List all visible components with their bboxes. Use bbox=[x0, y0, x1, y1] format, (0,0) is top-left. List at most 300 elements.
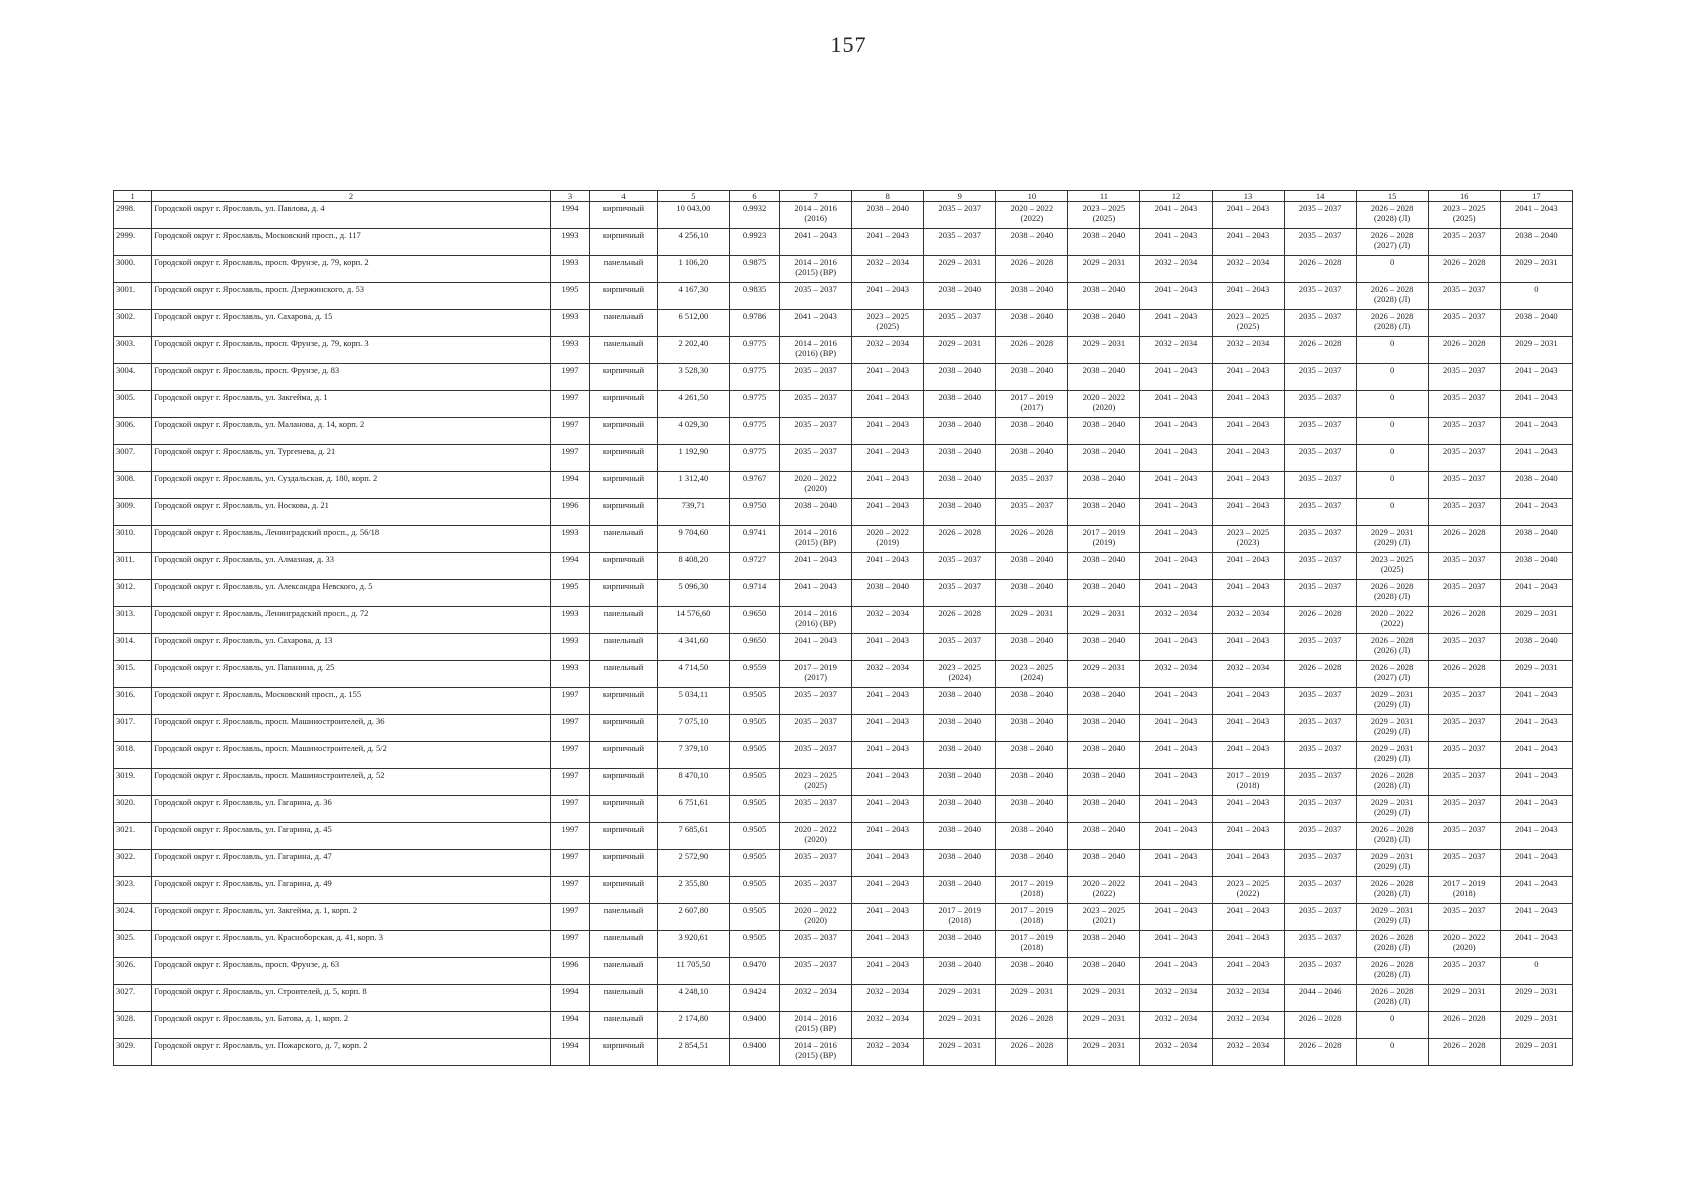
index-cell: 0.9470 bbox=[729, 958, 779, 985]
row-number-cell: 3004. bbox=[114, 364, 152, 391]
repair-period-cell: 2017 – 2019 (2018) bbox=[924, 904, 996, 931]
repair-period-cell: 2017 – 2019 (2018) bbox=[1212, 769, 1284, 796]
repair-period-cell: 2032 – 2034 bbox=[852, 256, 924, 283]
table-row bbox=[114, 472, 1573, 499]
repair-period-cell: 2038 – 2040 bbox=[924, 931, 996, 958]
address-cell: Городской округ г. Ярославль, ул. Красноборская, д. 41, корп. 3 bbox=[152, 931, 551, 958]
area-cell: 2 572,90 bbox=[657, 850, 729, 877]
repair-period-cell: 2041 – 2043 bbox=[852, 823, 924, 850]
area-cell: 739,71 bbox=[657, 499, 729, 526]
wall-material-cell: панельный bbox=[590, 256, 658, 283]
year-built-cell: 1993 bbox=[550, 634, 589, 661]
table-row bbox=[114, 256, 1573, 283]
address-cell: Городской округ г. Ярославль, просп. Фрунзе, д. 79, корп. 3 bbox=[152, 337, 551, 364]
repair-period-cell: 2029 – 2031 bbox=[1500, 1012, 1572, 1039]
repair-period-cell: 2041 – 2043 bbox=[1500, 742, 1572, 769]
repair-period-cell: 2023 – 2025 (2024) bbox=[924, 661, 996, 688]
repair-period-cell: 2017 – 2019 (2018) bbox=[996, 904, 1068, 931]
table-row bbox=[114, 499, 1573, 526]
repair-period-cell: 2041 – 2043 bbox=[1212, 580, 1284, 607]
repair-period-cell: 2035 – 2037 bbox=[1284, 634, 1356, 661]
repair-period-cell: 2041 – 2043 bbox=[852, 283, 924, 310]
index-cell: 0.9505 bbox=[729, 850, 779, 877]
repair-period-cell: 2041 – 2043 bbox=[1140, 391, 1212, 418]
address-cell: Городской округ г. Ярославль, ул. Строителей, д. 5, корп. 8 bbox=[152, 985, 551, 1012]
repair-period-cell: 2035 – 2037 bbox=[1284, 715, 1356, 742]
year-built-cell: 1997 bbox=[550, 823, 589, 850]
row-number-cell: 3024. bbox=[114, 904, 152, 931]
wall-material-cell: кирпичный bbox=[590, 715, 658, 742]
repair-period-cell: 2035 – 2037 bbox=[924, 634, 996, 661]
wall-material-cell: кирпичный bbox=[590, 364, 658, 391]
index-cell: 0.9714 bbox=[729, 580, 779, 607]
area-cell: 2 607,80 bbox=[657, 904, 729, 931]
wall-material-cell: панельный bbox=[590, 904, 658, 931]
repair-period-cell: 2020 – 2022 (2022) bbox=[996, 202, 1068, 229]
repair-period-cell: 2035 – 2037 bbox=[1428, 229, 1500, 256]
index-cell: 0.9835 bbox=[729, 283, 779, 310]
repair-period-cell: 2041 – 2043 bbox=[1140, 526, 1212, 553]
column-header-11: 11 bbox=[1068, 191, 1140, 202]
repair-period-cell: 2023 – 2025 (2025) bbox=[1068, 202, 1140, 229]
repair-period-cell: 2041 – 2043 bbox=[780, 229, 852, 256]
repair-period-cell: 2038 – 2040 bbox=[996, 445, 1068, 472]
wall-material-cell: кирпичный bbox=[590, 391, 658, 418]
repair-period-cell: 2041 – 2043 bbox=[1140, 796, 1212, 823]
repair-period-cell: 2032 – 2034 bbox=[852, 1039, 924, 1066]
repair-period-cell: 2020 – 2022 (2022) bbox=[1356, 607, 1428, 634]
repair-period-cell: 0 bbox=[1356, 1039, 1428, 1066]
wall-material-cell: панельный bbox=[590, 607, 658, 634]
address-cell: Городской округ г. Ярославль, ул. Гагарина, д. 45 bbox=[152, 823, 551, 850]
repair-period-cell: 2038 – 2040 bbox=[1500, 526, 1572, 553]
table-row bbox=[114, 823, 1573, 850]
address-cell: Городской округ г. Ярославль, просп. Фрунзе, д. 63 bbox=[152, 958, 551, 985]
index-cell: 0.9505 bbox=[729, 877, 779, 904]
address-cell: Городской округ г. Ярославль, ул. Носкова, д. 21 bbox=[152, 499, 551, 526]
repair-period-cell: 2026 – 2028 bbox=[1428, 337, 1500, 364]
row-number-cell: 3018. bbox=[114, 742, 152, 769]
repair-period-cell: 0 bbox=[1356, 445, 1428, 472]
repair-period-cell: 2038 – 2040 bbox=[924, 445, 996, 472]
wall-material-cell: панельный bbox=[590, 1012, 658, 1039]
repair-period-cell: 2041 – 2043 bbox=[1500, 823, 1572, 850]
repair-period-cell: 2023 – 2025 (2025) bbox=[1428, 202, 1500, 229]
repair-period-cell: 2038 – 2040 bbox=[1500, 553, 1572, 580]
repair-period-cell: 2026 – 2028 (2028) (Л) bbox=[1356, 823, 1428, 850]
repair-period-cell: 2041 – 2043 bbox=[1140, 931, 1212, 958]
repair-period-cell: 2029 – 2031 bbox=[1068, 256, 1140, 283]
repair-period-cell: 2026 – 2028 bbox=[1428, 1039, 1500, 1066]
repair-period-cell: 2041 – 2043 bbox=[1140, 553, 1212, 580]
repair-period-cell: 2032 – 2034 bbox=[1212, 1039, 1284, 1066]
repair-period-cell: 2026 – 2028 (2026) (Л) bbox=[1356, 634, 1428, 661]
repair-period-cell: 2029 – 2031 bbox=[1500, 985, 1572, 1012]
repair-period-cell: 2035 – 2037 bbox=[1428, 418, 1500, 445]
row-number-cell: 3005. bbox=[114, 391, 152, 418]
repair-period-cell: 2038 – 2040 bbox=[1068, 418, 1140, 445]
repair-period-cell: 2038 – 2040 bbox=[1068, 229, 1140, 256]
repair-period-cell: 2017 – 2019 (2018) bbox=[996, 877, 1068, 904]
row-number-cell: 3010. bbox=[114, 526, 152, 553]
wall-material-cell: кирпичный bbox=[590, 688, 658, 715]
repair-period-cell: 2029 – 2031 (2029) (Л) bbox=[1356, 850, 1428, 877]
index-cell: 0.9505 bbox=[729, 823, 779, 850]
repair-period-cell: 0 bbox=[1356, 364, 1428, 391]
repair-period-cell: 2041 – 2043 bbox=[1500, 796, 1572, 823]
table-row bbox=[114, 526, 1573, 553]
repair-period-cell: 2026 – 2028 (2028) (Л) bbox=[1356, 958, 1428, 985]
repair-period-cell: 2035 – 2037 bbox=[1284, 418, 1356, 445]
repair-period-cell: 2035 – 2037 bbox=[1428, 364, 1500, 391]
repair-period-cell: 2038 – 2040 bbox=[1068, 715, 1140, 742]
repair-period-cell: 2026 – 2028 bbox=[1284, 256, 1356, 283]
repair-period-cell: 2026 – 2028 (2027) (Л) bbox=[1356, 229, 1428, 256]
address-cell: Городской округ г. Ярославль, ул. Алмазная, д. 33 bbox=[152, 553, 551, 580]
repair-period-cell: 2035 – 2037 bbox=[780, 391, 852, 418]
repair-period-cell: 2035 – 2037 bbox=[1284, 553, 1356, 580]
repair-period-cell: 2041 – 2043 bbox=[852, 769, 924, 796]
table-row bbox=[114, 229, 1573, 256]
row-number-cell: 3029. bbox=[114, 1039, 152, 1066]
repair-period-cell: 2035 – 2037 bbox=[1428, 904, 1500, 931]
wall-material-cell: панельный bbox=[590, 634, 658, 661]
repair-period-cell: 2029 – 2031 bbox=[924, 1012, 996, 1039]
repair-period-cell: 2029 – 2031 bbox=[1500, 661, 1572, 688]
repair-period-cell: 2029 – 2031 bbox=[1068, 1039, 1140, 1066]
year-built-cell: 1997 bbox=[550, 904, 589, 931]
address-cell: Городской округ г. Ярославль, ул. Гагарина, д. 47 bbox=[152, 850, 551, 877]
repair-period-cell: 2041 – 2043 bbox=[1140, 769, 1212, 796]
address-cell: Городской округ г. Ярославль, просп. Фрунзе, д. 79, корп. 2 bbox=[152, 256, 551, 283]
repair-period-cell: 2041 – 2043 bbox=[1500, 499, 1572, 526]
repair-period-cell: 2035 – 2037 bbox=[780, 688, 852, 715]
repair-period-cell: 2041 – 2043 bbox=[1212, 823, 1284, 850]
repair-period-cell: 2035 – 2037 bbox=[1284, 283, 1356, 310]
repair-period-cell: 2038 – 2040 bbox=[1068, 283, 1140, 310]
repair-period-cell: 2041 – 2043 bbox=[852, 904, 924, 931]
repair-period-cell: 2032 – 2034 bbox=[852, 337, 924, 364]
repair-period-cell: 2014 – 2016 (2016) (ВР) bbox=[780, 337, 852, 364]
year-built-cell: 1995 bbox=[550, 580, 589, 607]
repair-period-cell: 2035 – 2037 bbox=[1428, 445, 1500, 472]
repair-period-cell: 2038 – 2040 bbox=[924, 715, 996, 742]
repair-period-cell: 2014 – 2016 (2015) (ВР) bbox=[780, 1012, 852, 1039]
repair-period-cell: 2035 – 2037 bbox=[1428, 283, 1500, 310]
repair-period-cell: 2041 – 2043 bbox=[1500, 850, 1572, 877]
repair-period-cell: 2041 – 2043 bbox=[1212, 472, 1284, 499]
repair-period-cell: 2029 – 2031 bbox=[1428, 985, 1500, 1012]
column-header-12: 12 bbox=[1140, 191, 1212, 202]
index-cell: 0.9923 bbox=[729, 229, 779, 256]
repair-period-cell: 0 bbox=[1356, 472, 1428, 499]
index-cell: 0.9786 bbox=[729, 310, 779, 337]
repair-period-cell: 2020 – 2022 (2020) bbox=[780, 904, 852, 931]
repair-period-cell: 2038 – 2040 bbox=[924, 796, 996, 823]
repair-period-cell: 2017 – 2019 (2018) bbox=[1428, 877, 1500, 904]
repair-period-cell: 2038 – 2040 bbox=[1500, 472, 1572, 499]
column-header-10: 10 bbox=[996, 191, 1068, 202]
repair-period-cell: 2035 – 2037 bbox=[1284, 850, 1356, 877]
repair-period-cell: 2035 – 2037 bbox=[1284, 823, 1356, 850]
repair-period-cell: 2041 – 2043 bbox=[1500, 769, 1572, 796]
repair-period-cell: 2038 – 2040 bbox=[852, 580, 924, 607]
repair-period-cell: 2038 – 2040 bbox=[996, 796, 1068, 823]
repair-period-cell: 2041 – 2043 bbox=[1500, 202, 1572, 229]
repair-period-cell: 2038 – 2040 bbox=[996, 634, 1068, 661]
repair-period-cell: 2038 – 2040 bbox=[1068, 796, 1140, 823]
repair-period-cell: 2026 – 2028 bbox=[924, 526, 996, 553]
repair-period-cell: 2035 – 2037 bbox=[1284, 931, 1356, 958]
repair-period-cell: 2038 – 2040 bbox=[1068, 499, 1140, 526]
year-built-cell: 1997 bbox=[550, 769, 589, 796]
year-built-cell: 1993 bbox=[550, 607, 589, 634]
address-cell: Городской округ г. Ярославль, просп. Дзержинского, д. 53 bbox=[152, 283, 551, 310]
wall-material-cell: панельный bbox=[590, 526, 658, 553]
year-built-cell: 1994 bbox=[550, 1012, 589, 1039]
table-row bbox=[114, 904, 1573, 931]
area-cell: 1 106,20 bbox=[657, 256, 729, 283]
repair-period-cell: 2041 – 2043 bbox=[1140, 364, 1212, 391]
address-cell: Городской округ г. Ярославль, ул. Закгейма, д. 1, корп. 2 bbox=[152, 904, 551, 931]
year-built-cell: 1997 bbox=[550, 391, 589, 418]
year-built-cell: 1993 bbox=[550, 310, 589, 337]
repair-period-cell: 2023 – 2025 (2021) bbox=[1068, 904, 1140, 931]
repair-period-cell: 2038 – 2040 bbox=[1068, 445, 1140, 472]
repair-period-cell: 2026 – 2028 bbox=[924, 607, 996, 634]
repair-period-cell: 2035 – 2037 bbox=[1284, 364, 1356, 391]
repair-period-cell: 2038 – 2040 bbox=[1068, 364, 1140, 391]
index-cell: 0.9741 bbox=[729, 526, 779, 553]
repair-period-cell: 2041 – 2043 bbox=[852, 877, 924, 904]
repair-period-cell: 2014 – 2016 (2015) (ВР) bbox=[780, 1039, 852, 1066]
repair-period-cell: 2035 – 2037 bbox=[1428, 391, 1500, 418]
area-cell: 1 192,90 bbox=[657, 445, 729, 472]
index-cell: 0.9775 bbox=[729, 445, 779, 472]
repair-period-cell: 2035 – 2037 bbox=[780, 931, 852, 958]
repair-period-cell: 2035 – 2037 bbox=[1284, 958, 1356, 985]
area-cell: 5 096,30 bbox=[657, 580, 729, 607]
address-cell: Городской округ г. Ярославль, ул. Тургенева, д. 21 bbox=[152, 445, 551, 472]
index-cell: 0.9559 bbox=[729, 661, 779, 688]
year-built-cell: 1996 bbox=[550, 499, 589, 526]
repair-period-cell: 2032 – 2034 bbox=[852, 985, 924, 1012]
repair-period-cell: 2035 – 2037 bbox=[780, 877, 852, 904]
row-number-cell: 3022. bbox=[114, 850, 152, 877]
repair-period-cell: 2035 – 2037 bbox=[1284, 769, 1356, 796]
repair-period-cell: 2023 – 2025 (2024) bbox=[996, 661, 1068, 688]
repair-period-cell: 2035 – 2037 bbox=[1428, 580, 1500, 607]
repair-period-cell: 2041 – 2043 bbox=[1212, 364, 1284, 391]
repair-period-cell: 2035 – 2037 bbox=[924, 202, 996, 229]
index-cell: 0.9750 bbox=[729, 499, 779, 526]
row-number-cell: 3028. bbox=[114, 1012, 152, 1039]
table-row bbox=[114, 607, 1573, 634]
repair-period-cell: 2035 – 2037 bbox=[1428, 742, 1500, 769]
repair-period-cell: 2038 – 2040 bbox=[924, 418, 996, 445]
repair-period-cell: 2041 – 2043 bbox=[1500, 877, 1572, 904]
area-cell: 4 261,50 bbox=[657, 391, 729, 418]
repair-period-cell: 2026 – 2028 bbox=[1284, 1039, 1356, 1066]
year-built-cell: 1997 bbox=[550, 850, 589, 877]
index-cell: 0.9505 bbox=[729, 688, 779, 715]
table-row bbox=[114, 553, 1573, 580]
repair-period-cell: 2038 – 2040 bbox=[996, 742, 1068, 769]
wall-material-cell: кирпичный bbox=[590, 472, 658, 499]
repair-period-cell: 2038 – 2040 bbox=[924, 283, 996, 310]
repair-period-cell: 2038 – 2040 bbox=[924, 499, 996, 526]
wall-material-cell: кирпичный bbox=[590, 877, 658, 904]
address-cell: Городской округ г. Ярославль, просп. Фрунзе, д. 83 bbox=[152, 364, 551, 391]
area-cell: 4 256,10 bbox=[657, 229, 729, 256]
repair-period-cell: 2041 – 2043 bbox=[852, 553, 924, 580]
repair-period-cell: 2026 – 2028 bbox=[1284, 337, 1356, 364]
table-row bbox=[114, 283, 1573, 310]
repair-period-cell: 0 bbox=[1500, 283, 1572, 310]
area-cell: 11 705,50 bbox=[657, 958, 729, 985]
wall-material-cell: кирпичный bbox=[590, 823, 658, 850]
area-cell: 7 379,10 bbox=[657, 742, 729, 769]
row-number-cell: 3021. bbox=[114, 823, 152, 850]
repair-period-cell: 2038 – 2040 bbox=[996, 688, 1068, 715]
repair-period-cell: 2038 – 2040 bbox=[924, 364, 996, 391]
wall-material-cell: панельный bbox=[590, 958, 658, 985]
area-cell: 7 685,61 bbox=[657, 823, 729, 850]
index-cell: 0.9767 bbox=[729, 472, 779, 499]
repair-period-cell: 2032 – 2034 bbox=[1140, 985, 1212, 1012]
row-number-cell: 3003. bbox=[114, 337, 152, 364]
table-row bbox=[114, 877, 1573, 904]
repair-period-cell: 2026 – 2028 (2028) (Л) bbox=[1356, 931, 1428, 958]
repair-period-cell: 2035 – 2037 bbox=[1284, 796, 1356, 823]
repair-period-cell: 2041 – 2043 bbox=[852, 229, 924, 256]
repair-period-cell: 2041 – 2043 bbox=[1140, 715, 1212, 742]
area-cell: 2 854,51 bbox=[657, 1039, 729, 1066]
repair-period-cell: 2041 – 2043 bbox=[1140, 688, 1212, 715]
repair-period-cell: 2041 – 2043 bbox=[1140, 229, 1212, 256]
repair-period-cell: 2035 – 2037 bbox=[1284, 904, 1356, 931]
repair-period-cell: 2020 – 2022 (2022) bbox=[1068, 877, 1140, 904]
repair-period-cell: 2038 – 2040 bbox=[1068, 850, 1140, 877]
repair-period-cell: 2038 – 2040 bbox=[996, 364, 1068, 391]
repair-period-cell: 2032 – 2034 bbox=[1212, 337, 1284, 364]
row-number-cell: 3013. bbox=[114, 607, 152, 634]
row-number-cell: 2999. bbox=[114, 229, 152, 256]
repair-period-cell: 2032 – 2034 bbox=[1212, 985, 1284, 1012]
row-number-cell: 3007. bbox=[114, 445, 152, 472]
column-header-17: 17 bbox=[1500, 191, 1572, 202]
repair-period-cell: 2032 – 2034 bbox=[780, 985, 852, 1012]
table-row bbox=[114, 445, 1573, 472]
repair-period-cell: 2026 – 2028 bbox=[1284, 1012, 1356, 1039]
repair-period-cell: 2041 – 2043 bbox=[1500, 904, 1572, 931]
area-cell: 2 174,80 bbox=[657, 1012, 729, 1039]
repair-period-cell: 2035 – 2037 bbox=[1428, 634, 1500, 661]
index-cell: 0.9505 bbox=[729, 931, 779, 958]
repair-period-cell: 2026 – 2028 (2028) (Л) bbox=[1356, 580, 1428, 607]
index-cell: 0.9650 bbox=[729, 634, 779, 661]
repair-period-cell: 2038 – 2040 bbox=[852, 202, 924, 229]
repair-period-cell: 2038 – 2040 bbox=[1068, 310, 1140, 337]
repair-period-cell: 2041 – 2043 bbox=[1500, 418, 1572, 445]
repair-period-cell: 2041 – 2043 bbox=[852, 445, 924, 472]
table-row bbox=[114, 850, 1573, 877]
repair-period-cell: 2041 – 2043 bbox=[1212, 499, 1284, 526]
repair-period-cell: 2038 – 2040 bbox=[996, 553, 1068, 580]
index-cell: 0.9424 bbox=[729, 985, 779, 1012]
repair-period-cell: 2038 – 2040 bbox=[996, 229, 1068, 256]
repair-period-cell: 2026 – 2028 bbox=[1284, 661, 1356, 688]
index-cell: 0.9505 bbox=[729, 769, 779, 796]
area-cell: 8 408,20 bbox=[657, 553, 729, 580]
repair-period-cell: 2041 – 2043 bbox=[1500, 931, 1572, 958]
index-cell: 0.9875 bbox=[729, 256, 779, 283]
row-number-cell: 3027. bbox=[114, 985, 152, 1012]
repair-period-cell: 0 bbox=[1356, 1012, 1428, 1039]
repair-period-cell: 2038 – 2040 bbox=[924, 688, 996, 715]
repair-period-cell: 2029 – 2031 bbox=[1068, 1012, 1140, 1039]
repair-period-cell: 2029 – 2031 bbox=[1500, 337, 1572, 364]
address-cell: Городской округ г. Ярославль, Московский просп., д. 155 bbox=[152, 688, 551, 715]
repair-period-cell: 2035 – 2037 bbox=[780, 742, 852, 769]
repair-period-cell: 2041 – 2043 bbox=[852, 715, 924, 742]
area-cell: 4 167,30 bbox=[657, 283, 729, 310]
repair-period-cell: 2029 – 2031 bbox=[1500, 256, 1572, 283]
column-header-8: 8 bbox=[852, 191, 924, 202]
repair-period-cell: 2038 – 2040 bbox=[996, 283, 1068, 310]
repair-period-cell: 2041 – 2043 bbox=[1212, 634, 1284, 661]
row-number-cell: 2998. bbox=[114, 202, 152, 229]
repair-period-cell: 2041 – 2043 bbox=[1140, 634, 1212, 661]
column-header-6: 6 bbox=[729, 191, 779, 202]
repair-period-cell: 0 bbox=[1356, 418, 1428, 445]
repair-period-cell: 2041 – 2043 bbox=[852, 364, 924, 391]
repair-period-cell: 2026 – 2028 (2028) (Л) bbox=[1356, 769, 1428, 796]
repair-period-cell: 2038 – 2040 bbox=[1500, 229, 1572, 256]
year-built-cell: 1997 bbox=[550, 418, 589, 445]
address-cell: Городской округ г. Ярославль, просп. Машиностроителей, д. 36 bbox=[152, 715, 551, 742]
repair-period-cell: 2014 – 2016 (2015) (ВР) bbox=[780, 256, 852, 283]
repair-period-cell: 2035 – 2037 bbox=[780, 715, 852, 742]
repair-period-cell: 2038 – 2040 bbox=[1068, 553, 1140, 580]
address-cell: Городской округ г. Ярославль, Ленинградский просп., д. 56/18 bbox=[152, 526, 551, 553]
repair-period-cell: 2029 – 2031 bbox=[924, 256, 996, 283]
repair-period-cell: 0 bbox=[1356, 391, 1428, 418]
column-header-14: 14 bbox=[1284, 191, 1356, 202]
repair-period-cell: 2038 – 2040 bbox=[1068, 580, 1140, 607]
area-cell: 14 576,60 bbox=[657, 607, 729, 634]
year-built-cell: 1993 bbox=[550, 526, 589, 553]
address-cell: Городской округ г. Ярославль, ул. Сахарова, д. 15 bbox=[152, 310, 551, 337]
row-number-cell: 3019. bbox=[114, 769, 152, 796]
address-cell: Городской округ г. Ярославль, ул. Александра Невского, д. 5 bbox=[152, 580, 551, 607]
table-row bbox=[114, 661, 1573, 688]
repair-period-cell: 2041 – 2043 bbox=[852, 688, 924, 715]
repair-period-cell: 2035 – 2037 bbox=[1284, 229, 1356, 256]
repair-period-cell: 2026 – 2028 bbox=[1428, 256, 1500, 283]
index-cell: 0.9505 bbox=[729, 742, 779, 769]
year-built-cell: 1997 bbox=[550, 742, 589, 769]
address-cell: Городской округ г. Ярославль, просп. Машиностроителей, д. 52 bbox=[152, 769, 551, 796]
repair-period-cell: 2038 – 2040 bbox=[996, 418, 1068, 445]
repair-period-cell: 2041 – 2043 bbox=[852, 418, 924, 445]
repair-period-cell: 2032 – 2034 bbox=[1212, 607, 1284, 634]
repair-period-cell: 2032 – 2034 bbox=[852, 661, 924, 688]
repair-period-cell: 2041 – 2043 bbox=[1212, 688, 1284, 715]
area-cell: 9 704,60 bbox=[657, 526, 729, 553]
year-built-cell: 1997 bbox=[550, 931, 589, 958]
repair-period-cell: 2017 – 2019 (2017) bbox=[996, 391, 1068, 418]
